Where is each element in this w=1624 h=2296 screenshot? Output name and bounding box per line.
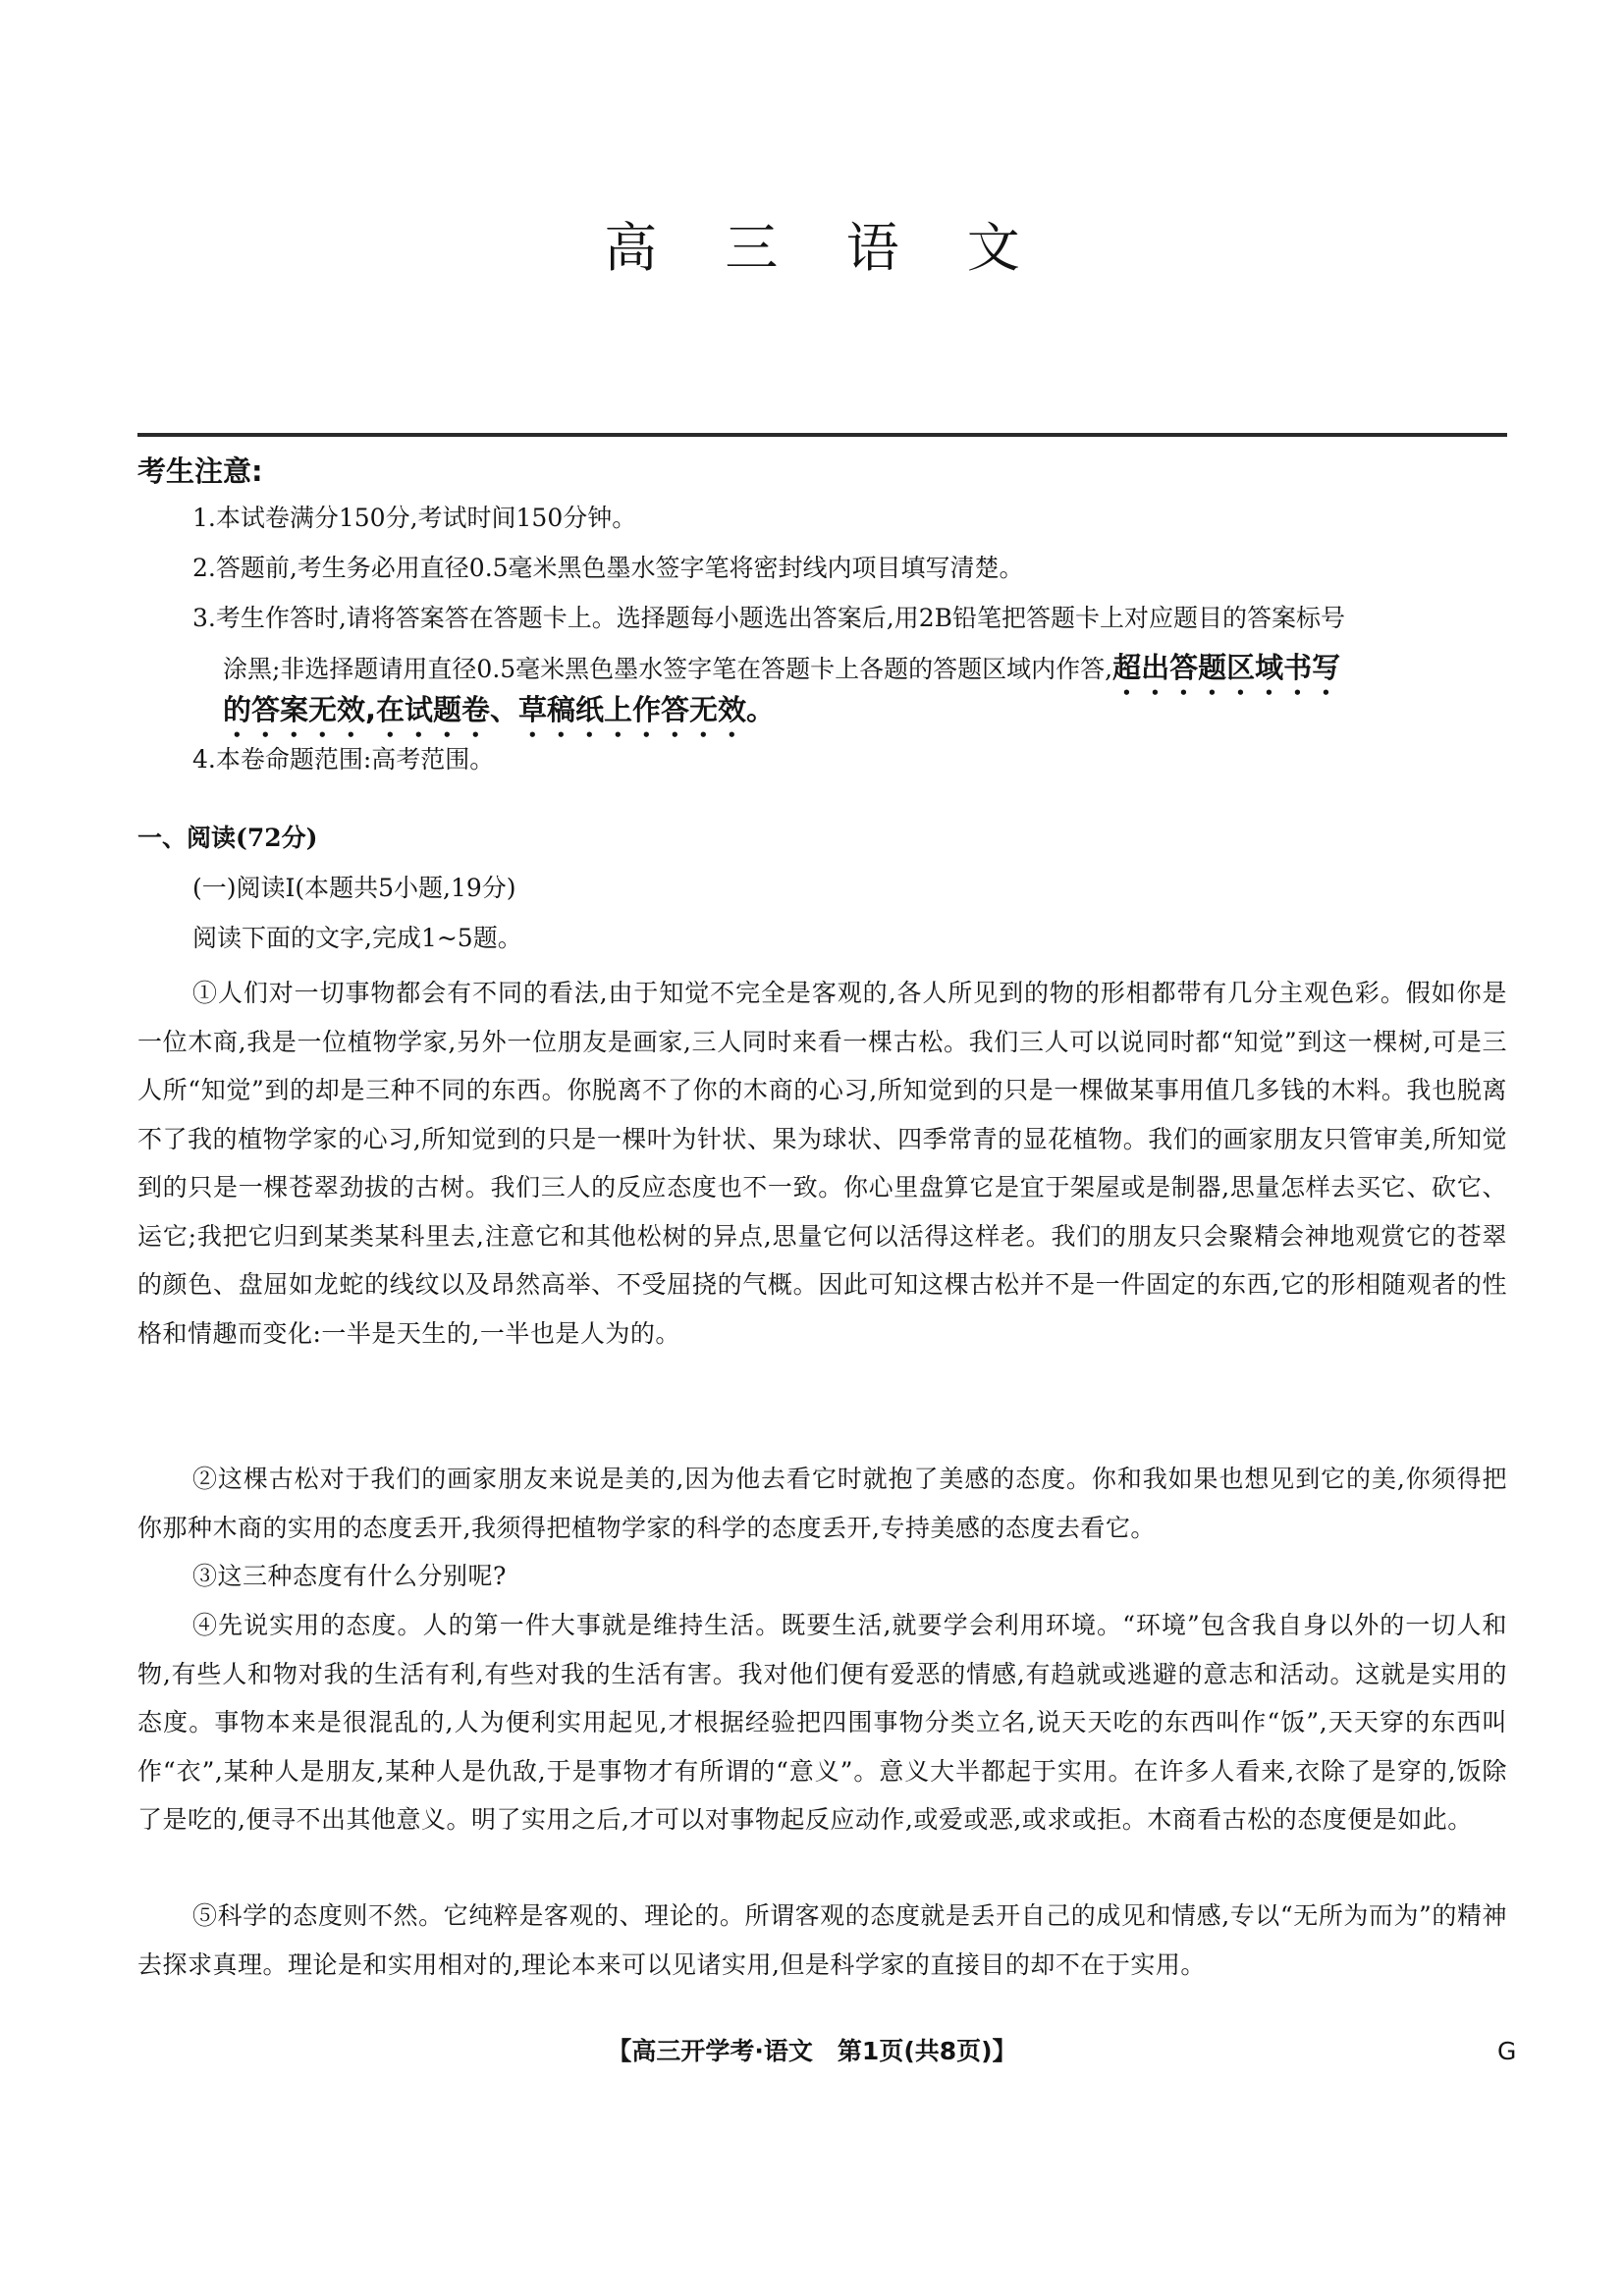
paper-version-mark: G [1497, 2037, 1517, 2065]
notice-item-2: 2.答题前,考生务必用直径0.5毫米黑色墨水签字笔将密封线内项目填写清楚。 [192, 554, 1024, 582]
notice-item-4: 4.本卷命题范围:高考范围。 [192, 745, 495, 774]
paragraph-2: ②这棵古松对于我们的画家朋友来说是美的,因为他去看它时就抱了美感的态度。你和我如果也想见到它的美,你须得把你那种木商的实用的态度丢开,我须得把植物学家的科学的态度丢开,专持美感的态度去看它。 [137, 1465, 1507, 1542]
notice-item-3-emphasis-2: 的答案无效,在试题卷、草稿纸上作答无效。 [223, 693, 776, 726]
subsection-heading: (一)阅读Ⅰ(本题共5小题,19分) [192, 874, 516, 902]
notice-item-3-emphasis-1: 超出答题区域书写 [1112, 651, 1341, 684]
page-title: 高 三 语 文 [604, 217, 1046, 279]
paragraph-3: ③这三种态度有什么分别呢? [192, 1562, 507, 1590]
notice-item-3-plain: 涂黑;非选择题请用直径0.5毫米黑色墨水签字笔在答题卡上各题的答题区域内作答, [223, 655, 1113, 683]
notice-item-3-line-3 [223, 690, 775, 744]
paragraph-4: ④先说实用的态度。人的第一件大事就是维持生活。既要生活,就要学会利用环境。“环境”包含我自身以外的一切人和物,有些人和物对我的生活有利,有些对我的生活有害。我对他们便有爱恶的情感,有趋就或逃避的意志和活动。这就是实用的态度。事物本来是很混乱的,人为便利实用起见,才根据经验把四围事物分类立名,说天天吃的东西叫作“饭”,天天穿的东西叫作“衣”,某种人是朋友,某种人是仇敌,于是事物才有所谓的“意义”。意义大半都起于实用。在许多人看来,衣除了是穿的,饭除了是吃的,便寻不出其他意义。明了实用之后,才可以对事物起反应动作,或爱或恶,或求或拒。木商看古松的态度便是如此。 [137, 1611, 1507, 1834]
section-heading: 一、阅读(72分) [137, 824, 318, 852]
notice-item-3: 3.考生作答时,请将答案答在答题卡上。选择题每小题选出答案后,用2B铅笔把答题卡上对应题目的答案标号 [192, 604, 1346, 632]
page-footer: 【高三开学考·语文 第1页(共8页)】 [607, 2037, 1017, 2065]
notice-heading: 考生注意: [137, 454, 263, 488]
notice-item-1: 1.本试卷满分150分,考试时间150分钟。 [192, 504, 637, 532]
reading-instruction: 阅读下面的文字,完成1~5题。 [192, 924, 522, 952]
header-divider [137, 433, 1507, 437]
paragraph-5: ⑤科学的态度则不然。它纯粹是客观的、理论的。所谓客观的态度就是丢开自己的成见和情感,专以“无所为而为”的精神去探求真理。理论是和实用相对的,理论本来可以见诸实用,但是科学家的直接目的却不在于实用。 [137, 1901, 1507, 1979]
paragraph-1: ①人们对一切事物都会有不同的看法,由于知觉不完全是客观的,各人所见到的物的形相都带有几分主观色彩。假如你是一位木商,我是一位植物学家,另外一位朋友是画家,三人同时来看一棵古松。我们三人可以说同时都“知觉”到这一棵树,可是三人所“知觉”到的却是三种不同的东西。你脱离不了你的木商的心习,所知觉到的只是一棵做某事用值几多钱的木料。我也脱离不了我的植物学家的心习,所知觉到的只是一棵叶为针状、果为球状、四季常青的显花植物。我们的画家朋友只管审美,所知觉到的只是一棵苍翠劲拔的古树。我们三人的反应态度也不一致。你心里盘算它是宜于架屋或是制器,思量怎样去买它、砍它、运它;我把它归到某类某科里去,注意它和其他松树的异点,思量它何以活得这样老。我们的朋友只会聚精会神地观赏它的苍翠的颜色、盘屈如龙蛇的线纹以及昂然高举、不受屈挠的气概。因此可知这棵古松并不是一件固定的东西,它的形相随观者的性格和情趣而变化:一半是天生的,一半也是人为的。 [137, 979, 1507, 1348]
